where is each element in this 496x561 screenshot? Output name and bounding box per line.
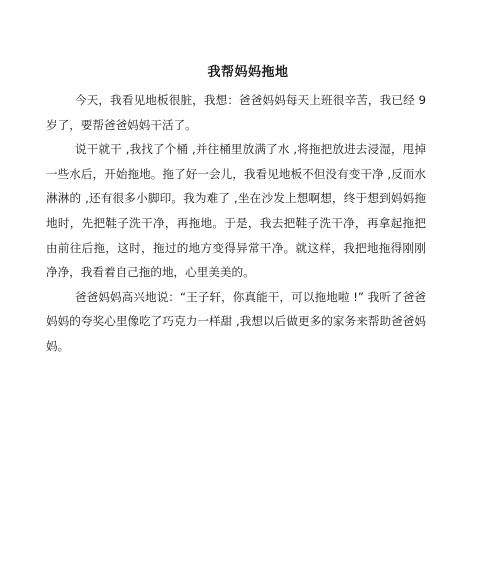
document-body [46, 88, 426, 359]
paragraph-1: 今天，我看见地板很脏，我想：爸爸妈妈每天上班很辛苦，我已经 9 岁了，要帮爸爸妈妈干活了。 [46, 93, 426, 132]
document-title: 我帮妈妈拖地 [207, 65, 289, 80]
paragraph-2: 说干就干 ,我找了个桶 ,并往桶里放满了水 ,将拖把放进去浸湿，甩掉一些水后，开始拖地。拖了好一会儿，我看见地板不但没有变干净 ,反而水淋淋的 ,还有很多小脚印。我为难了 ,坐在沙发上想啊想，终于想到妈妈拖地时，先把鞋子洗干净，再拖地。于是，我去把鞋子洗干净，再拿起拖把由前往后拖，这时，拖过的地方变得异常干净。就这样，我把地拖得刚刚净净，我看着自己拖的地，心里美美的。 [46, 142, 426, 280]
paragraph-3: 爸爸妈妈高兴地说：“王子轩，你真能干，可以拖地啦 !” 我听了爸爸妈妈的夸奖心里像吃了巧克力一样甜 ,我想以后做更多的家务来帮助爸爸妈妈。 [46, 289, 426, 353]
